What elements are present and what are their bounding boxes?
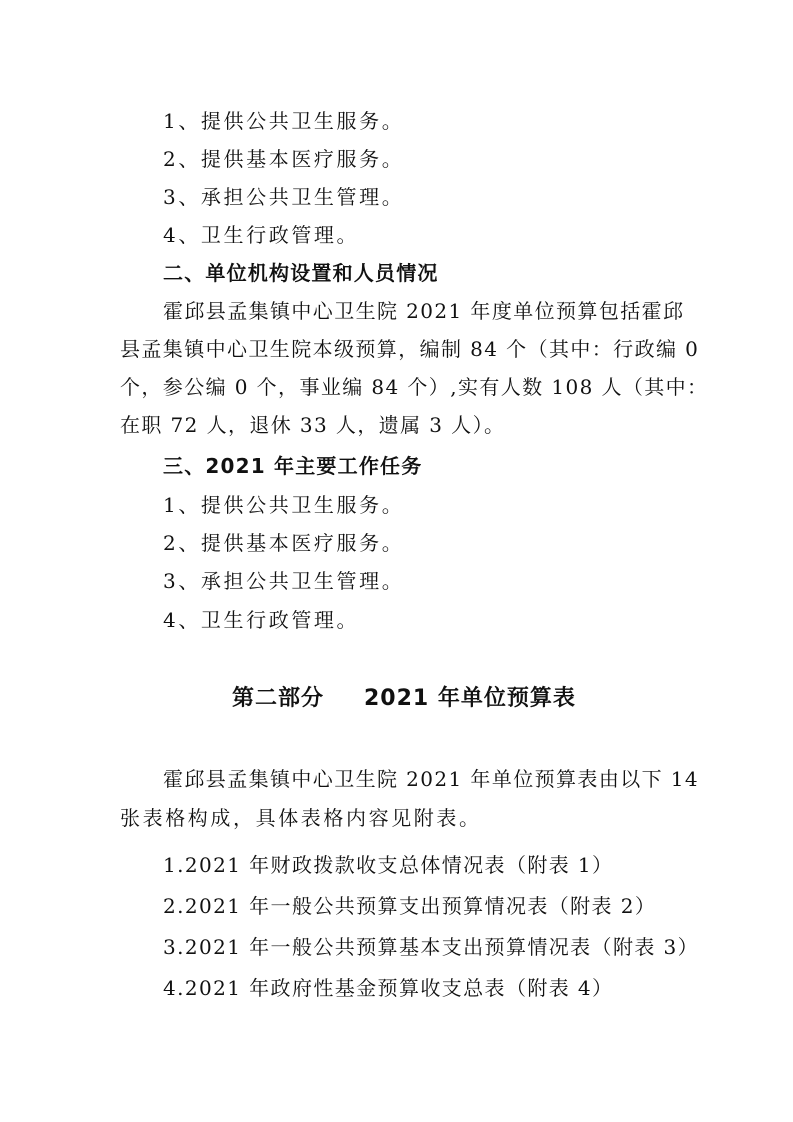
table-list-item: 2.2021 年一般公共预算支出预算情况表（附表 2）: [163, 894, 657, 918]
list-item: 3、承担公共卫生管理。: [163, 569, 405, 593]
section-heading: 二、单位机构设置和人员情况: [163, 261, 439, 285]
part-title-label: 第二部分: [232, 686, 325, 711]
page-title: 2021 年单位预算表: [364, 686, 576, 711]
paragraph-line: 张表格构成，具体表格内容见附表。: [120, 806, 482, 830]
list-item: 4、卫生行政管理。: [163, 223, 360, 247]
paragraph-line: 霍邱县孟集镇中心卫生院 2021 年单位预算表由以下 14: [163, 767, 700, 791]
table-list-item: 3.2021 年一般公共预算基本支出预算情况表（附表 3）: [163, 935, 700, 959]
list-item: 2、提供基本医疗服务。: [163, 147, 405, 171]
list-item: 3、承担公共卫生管理。: [163, 185, 405, 209]
paragraph-line: 在职 72 人，退休 33 人，遗属 3 人）。: [120, 413, 506, 437]
paragraph-line: 个，参公编 0 个，事业编 84 个）,实有人数 108 人（其中：: [120, 375, 709, 399]
section-heading: 三、2021 年主要工作任务: [163, 454, 423, 478]
list-item: 2、提供基本医疗服务。: [163, 531, 405, 555]
table-list-item: 4.2021 年政府性基金预算收支总表（附表 4）: [163, 976, 614, 1000]
table-list-item: 1.2021 年财政拨款收支总体情况表（附表 1）: [163, 853, 614, 877]
list-item: 4、卫生行政管理。: [163, 608, 360, 632]
paragraph-line: 霍邱县孟集镇中心卫生院 2021 年度单位预算包括霍邱: [163, 299, 685, 323]
list-item: 1、提供公共卫生服务。: [163, 109, 405, 133]
paragraph-line: 县孟集镇中心卫生院本级预算，编制 84 个（其中：行政编 0: [120, 337, 700, 361]
list-item: 1、提供公共卫生服务。: [163, 493, 405, 517]
